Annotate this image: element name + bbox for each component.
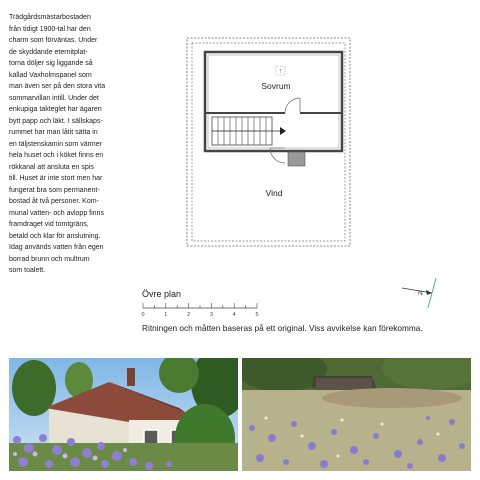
scale-tick-label: 0 bbox=[141, 312, 145, 318]
house-photo bbox=[9, 358, 238, 471]
fixture-mark: T bbox=[278, 69, 283, 75]
desc-line: bostad åt två personer. Kom- bbox=[9, 198, 99, 205]
desc-line: betald och klar för anslutning. bbox=[9, 232, 101, 240]
desc-line: en täljstenskamin som värmer bbox=[9, 140, 102, 148]
desc-line: Trädgårdsmästarbostaden bbox=[9, 14, 91, 21]
desc-line: munal vatten- och avlopp finns bbox=[9, 209, 104, 217]
desc-line: bytt papp och läkt. I sällskaps- bbox=[9, 117, 103, 125]
scale-tick-label: 1 bbox=[164, 312, 168, 318]
desc-line: rökkanal att ansluta en spis bbox=[9, 163, 94, 171]
desc-line: enkupiga takteglet har ägaren bbox=[9, 106, 102, 113]
desc-line: framdraget vid tomtgräns, bbox=[9, 221, 89, 228]
desc-line: Idag används vatten från egen bbox=[9, 244, 104, 251]
room-label-bedroom: Sovrum bbox=[261, 81, 291, 91]
meadow-photo bbox=[242, 358, 471, 471]
room-label-attic: Vind bbox=[265, 188, 283, 198]
compass-label: N bbox=[418, 290, 423, 297]
floor-plan-title: Övre plan bbox=[142, 289, 182, 299]
desc-line: de skyddande eternitplat- bbox=[9, 48, 88, 56]
scale-tick-label: 3 bbox=[209, 312, 213, 318]
desc-line: man även ser på den stora vita bbox=[9, 83, 106, 90]
desc-line: hela huset och i köket finns en bbox=[9, 152, 104, 159]
scale-tick-label: 4 bbox=[232, 312, 236, 318]
desc-line: kallad Vaxholmspanel som bbox=[9, 71, 92, 79]
scale-tick-label: 5 bbox=[255, 312, 259, 318]
disclaimer-text: Ritningen och måtten baseras på ett original. Viss avvikelse kan förekomma. bbox=[142, 323, 423, 333]
desc-line: från tidigt 1900-tal har den bbox=[9, 25, 91, 33]
desc-line: charm som förväntas. Under bbox=[9, 37, 98, 44]
desc-line: till. Huset är inte stort men har bbox=[9, 175, 103, 182]
desc-line: som toalett. bbox=[9, 267, 46, 274]
north-arrow-icon bbox=[398, 276, 442, 312]
scale-tick-label: 2 bbox=[187, 312, 191, 318]
desc-line: sommarvillan intill. Under det bbox=[9, 94, 99, 102]
scale-minor-ticks bbox=[143, 303, 257, 308]
desc-line: fungerat bra som permanent- bbox=[9, 186, 100, 194]
desc-line: rummet har man låtit sätta in bbox=[9, 129, 98, 136]
desc-line: borrad brunn och multrum bbox=[9, 255, 90, 263]
desc-line: torna döljer sig liggande så bbox=[9, 60, 93, 67]
